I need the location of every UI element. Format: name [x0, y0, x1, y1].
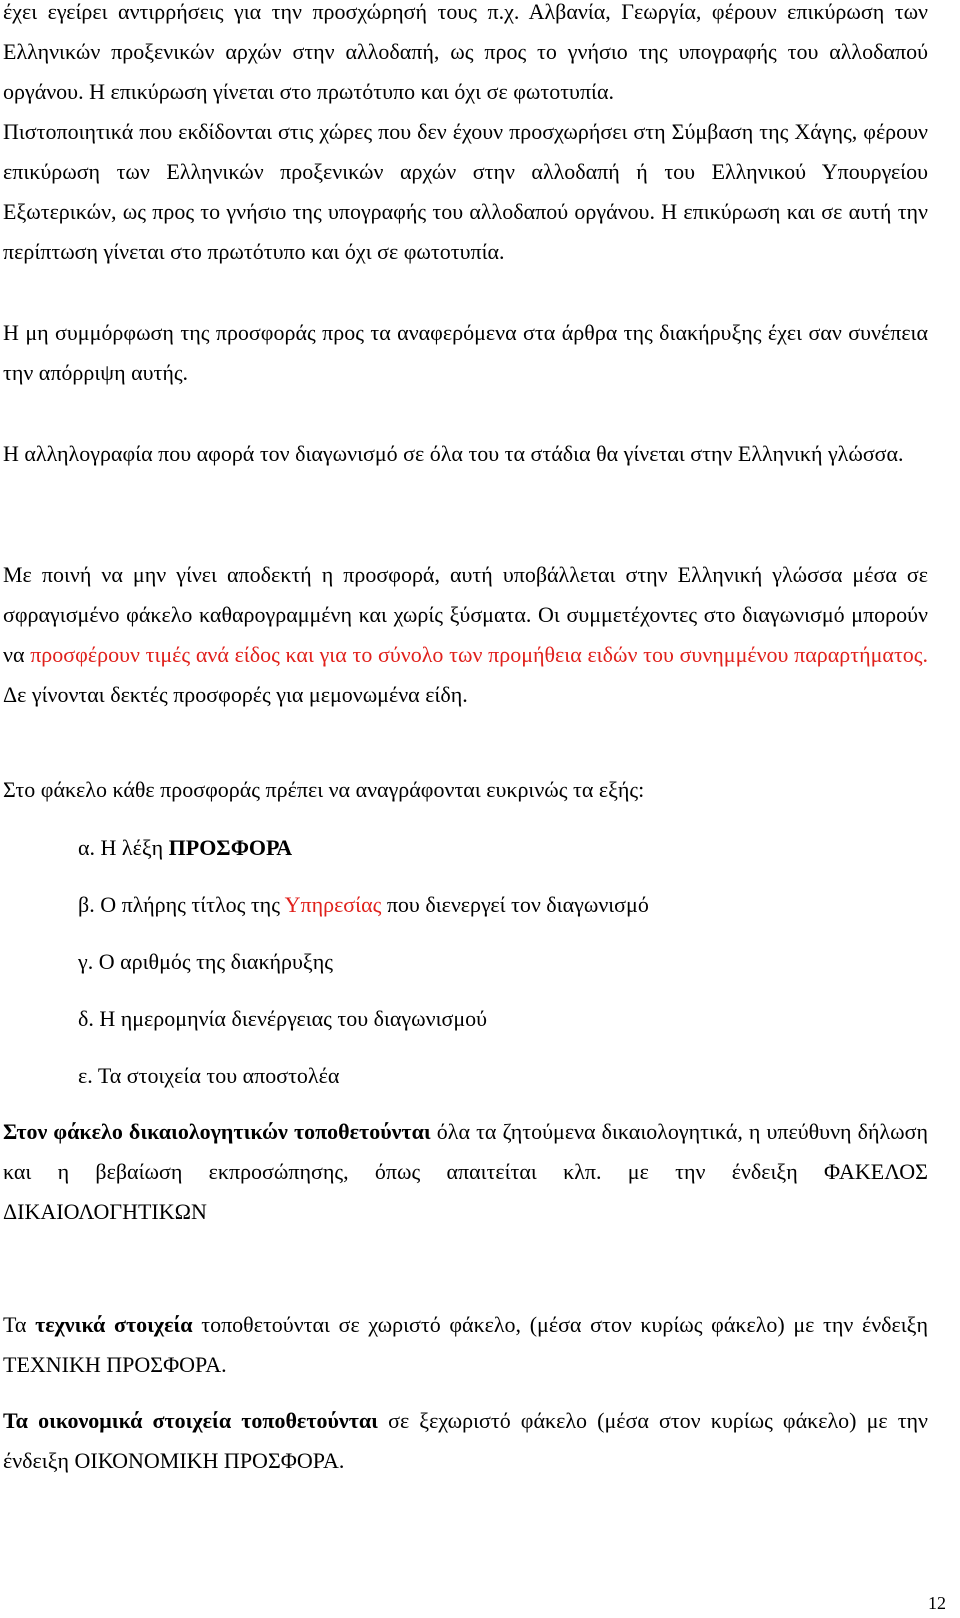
- list-item-b-text: β. Ο πλήρης τίτλος της: [78, 892, 285, 917]
- paragraph-non-compliance: Η μη συμμόρφωση της προσφοράς προς τα αναφερόμενα στα άρθρα της διακήρυξης έχει σαν συνέπεια την απόρριψη αυτής.: [3, 320, 928, 385]
- supporting-documents-bold: Στον φάκελο δικαιολογητικών τοποθετούνται: [3, 1119, 431, 1144]
- offer-submission-tail: Δε γίνονται δεκτές προσφορές για μεμονωμένα είδη.: [3, 682, 468, 707]
- service-highlight: Υπηρεσίας: [284, 892, 382, 917]
- envelope-requirements-list: [3, 819, 928, 1104]
- paragraph-apostille-countries: έχει εγείρει αντιρρήσεις για την προσχώρησή τους π.χ. Αλβανία, Γεωργία, φέρουν επικύρωση των Ελληνικών προξενικών αρχών στην αλλοδαπή, ως προς το γνήσιο της υπογραφής του αλλοδαπού οργάνου. Η επικύρωση γίνεται στο πρωτότυπο και όχι σε φωτοτυπία.: [3, 0, 928, 104]
- paragraph-offer-submission: [3, 555, 928, 715]
- list-item-b-tail: που διενεργεί τον διαγωνισμό: [381, 892, 649, 917]
- paragraph-technical-offer: [3, 1305, 928, 1385]
- financial-offer-text: σε ξεχωριστό φάκελο (μέσα στον κυρίως φάκελο) με την ένδειξη ΟΙΚΟΝΟΜΙΚΗ ΠΡΟΣΦΟΡΑ.: [3, 1408, 928, 1473]
- technical-offer-text: τοποθετούνται σε χωριστό φάκελο, (μέσα στον κυρίως φάκελο) με την ένδειξη ΤΕΧΝΙΚΗ ΠΡΟΣΦΟΡΑ.: [3, 1312, 928, 1377]
- paragraph-correspondence-language: Η αλληλογραφία που αφορά τον διαγωνισμό σε όλα του τα στάδια θα γίνεται στην Ελληνική γλώσσα.: [3, 441, 904, 466]
- paragraph-envelope-info: Στο φάκελο κάθε προσφοράς πρέπει να αναγράφονται ευκρινώς τα εξής:: [3, 777, 645, 802]
- supporting-documents-text: όλα τα ζητούμενα δικαιολογητικά, η υπεύθυνη δήλωση και η βεβαίωση εκπροσώπησης, όπως απαιτείται κλπ. με την ένδειξη ΦΑΚΕΛΟΣ ΔΙΚΑΙΟΛΟΓΗΤΙΚΩΝ: [3, 1119, 928, 1224]
- technical-offer-pre: Τα: [3, 1312, 36, 1337]
- offer-submission-highlight: προσφέρουν τιμές ανά είδος και για το σύνολο των προμήθεια ειδών του συνημμένου παραρτήματος.: [30, 642, 928, 667]
- paragraph-supporting-documents: [3, 1112, 928, 1232]
- paragraph-financial-offer: [3, 1401, 928, 1481]
- list-item-e: ε. Τα στοιχεία του αποστολέα: [78, 1063, 340, 1088]
- list-item-d: δ. Η ημερομηνία διενέργειας του διαγωνισμού: [78, 1006, 488, 1031]
- list-item-b: [3, 876, 928, 933]
- page-number: 12: [928, 1593, 946, 1613]
- offer-submission-text: Με ποινή να μην γίνει αποδεκτή η προσφορά, αυτή υποβάλλεται στην Ελληνική γλώσσα μέσα σε σφραγισμένο φάκελο καθαρογραμμένη και χωρίς ξύσματα. Οι συμμετέχοντες στο διαγωνισμό μπορούν να: [3, 562, 928, 667]
- paragraph-hague-convention: Πιστοποιητικά που εκδίδονται στις χώρες που δεν έχουν προσχωρήσει στη Σύμβαση της Χάγης, φέρουν επικύρωση των Ελληνικών προξενικών αρχών στην αλλοδαπή ή του Ελληνικού Υπουργείου Εξωτερικών, ως προς το γνήσιο της υπογραφής του αλλοδαπού οργάνου. Η επικύρωση και σε αυτή την περίπτωση γίνεται στο πρωτότυπο και όχι σε φωτοτυπία.: [3, 119, 928, 264]
- financial-offer-bold: Τα οικονομικά στοιχεία τοποθετούνται: [3, 1408, 378, 1433]
- list-item-c: γ. Ο αριθμός της διακήρυξης: [78, 949, 333, 974]
- list-item-a-text: α. Η λέξη: [78, 835, 169, 860]
- offer-word: ΠΡΟΣΦΟΡΑ: [168, 835, 293, 860]
- technical-offer-bold: τεχνικά στοιχεία: [35, 1312, 193, 1337]
- list-item-a: [3, 819, 928, 876]
